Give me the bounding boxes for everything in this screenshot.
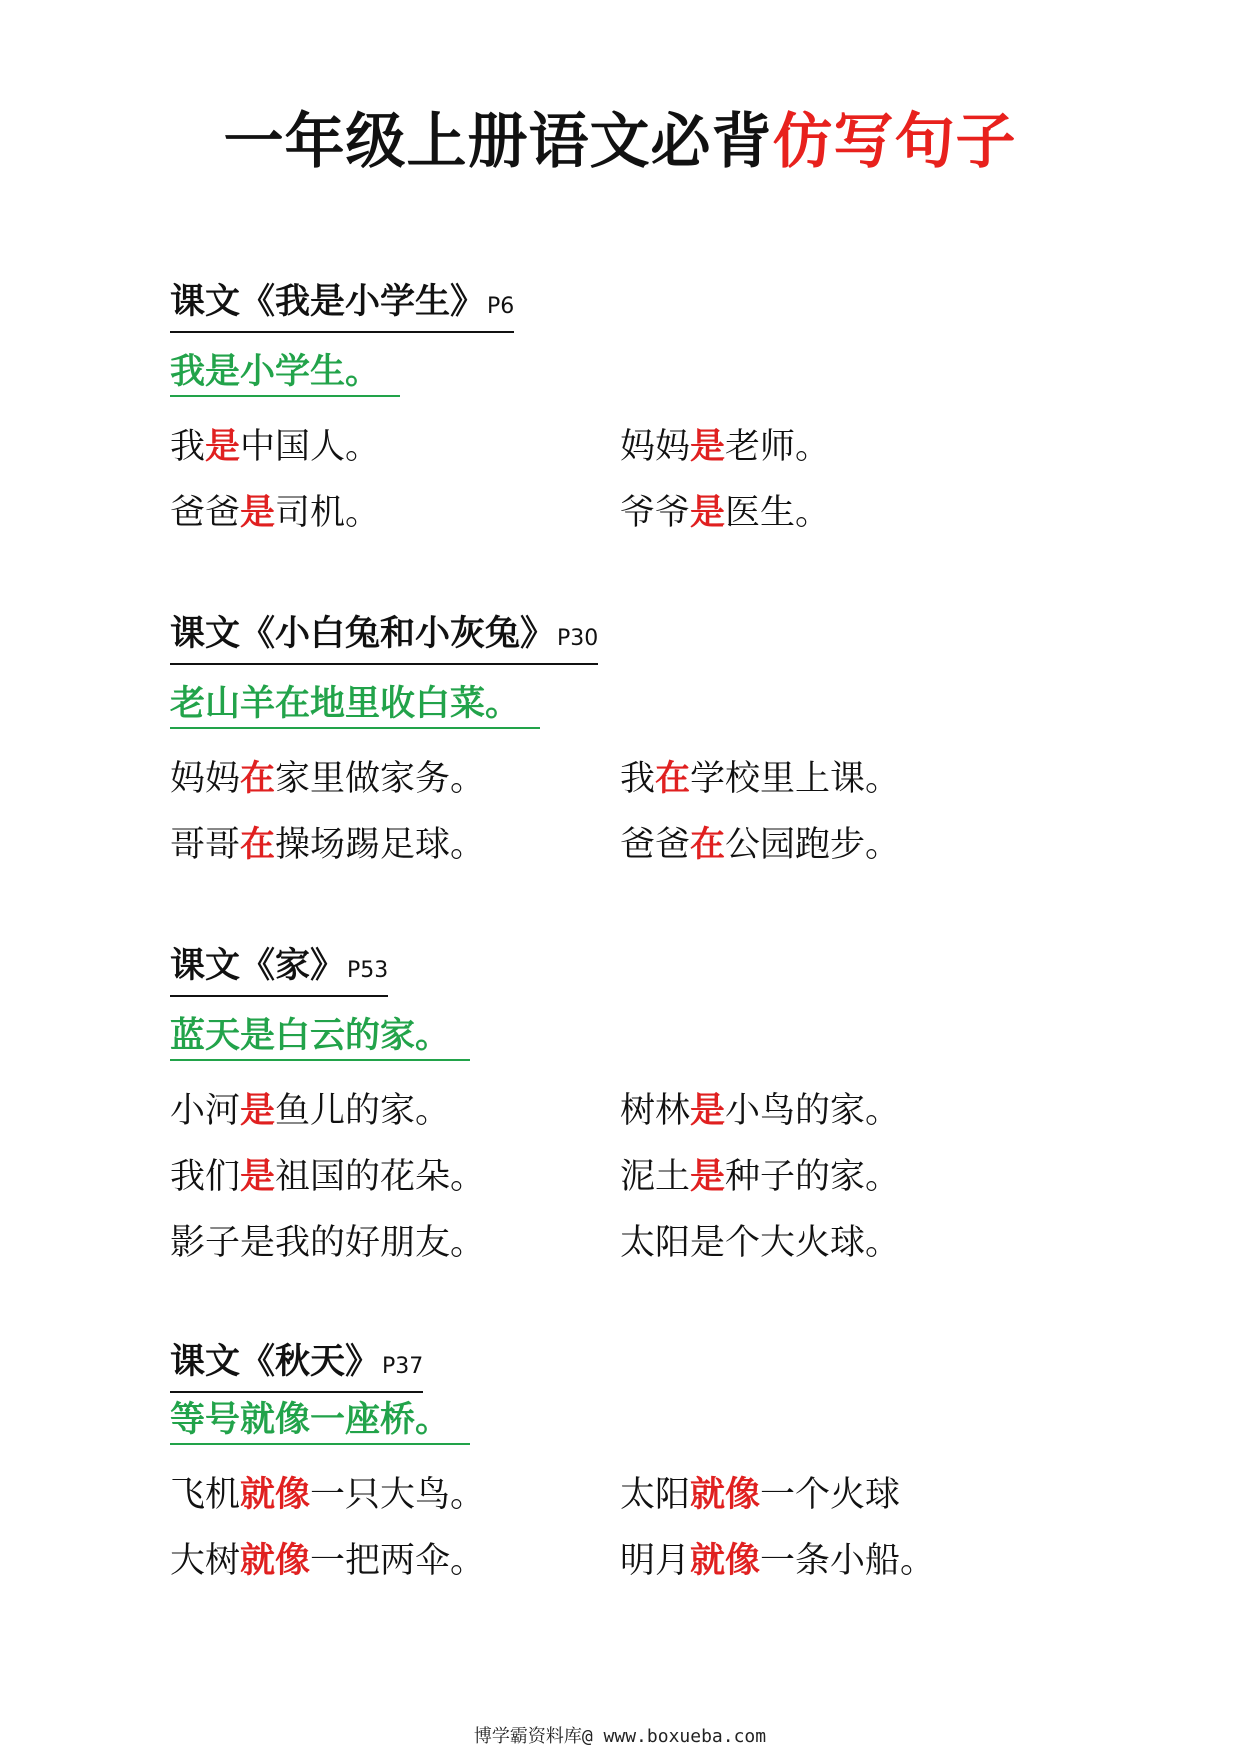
example-sentence: 大树就像一把两伞。 [170,1541,486,1581]
example-sentence: 妈妈是老师。 [620,427,831,467]
model-sentence: 我是小学生。 [170,349,400,397]
example-sentence: 小河是鱼儿的家。 [170,1091,451,1131]
example-sentence: 我们是祖国的花朵。 [170,1157,486,1197]
keyword: 是 [240,1091,276,1131]
example-row [170,477,1070,543]
title-main: 一年级上册语文必背 [223,107,773,177]
lesson-heading [170,612,598,665]
title-highlight: 仿写句子 [772,107,1017,177]
keyword: 在 [240,759,276,799]
section-qiutian [170,1340,1070,1591]
example-row [170,809,1070,875]
keyword: 在 [690,825,726,865]
keyword: 就像 [240,1541,311,1581]
footer-watermark: 博学霸资料库@ www.boxueba.com [473,1726,767,1747]
section-xiaobaitu [170,612,1070,875]
example-sentence: 明月就像一条小船。 [620,1541,936,1581]
model-sentence: 老山羊在地里收白菜。 [170,681,540,729]
example-row [170,743,1070,809]
keyword: 是 [690,427,726,467]
example-sentence: 爸爸在公园跑步。 [620,825,901,865]
example-row [170,1207,1070,1273]
keyword: 是 [690,1157,726,1197]
example-sentence: 太阳是个大火球。 [620,1223,901,1263]
example-rows [170,1459,1070,1591]
model-sentence: 蓝天是白云的家。 [170,1013,470,1061]
example-sentence: 泥土是种子的家。 [620,1157,901,1197]
keyword: 在 [655,759,691,799]
lesson-heading [170,944,388,997]
example-sentence: 我在学校里上课。 [620,759,901,799]
example-row [170,1459,1070,1525]
lesson-title: 课文《秋天》 [170,1342,381,1382]
keyword: 是 [690,1091,726,1131]
keyword: 是 [240,493,276,533]
lesson-heading [170,1340,423,1393]
lesson-title: 课文《小白兔和小灰兔》 [170,614,556,654]
example-sentence: 爸爸是司机。 [170,493,381,533]
page-ref: P6 [487,294,515,319]
keyword: 就像 [690,1541,761,1581]
example-sentence: 树林是小鸟的家。 [620,1091,901,1131]
example-row [170,1075,1070,1141]
example-row [170,411,1070,477]
keyword: 是 [240,1157,276,1197]
example-sentence: 我是中国人。 [170,427,381,467]
example-row [170,1141,1070,1207]
example-sentence: 哥哥在操场踢足球。 [170,825,486,865]
section-jia [170,944,1070,1273]
keyword: 是 [690,493,726,533]
page-ref: P30 [557,626,599,651]
keyword: 是 [205,427,241,467]
example-rows [170,743,1070,875]
example-sentence: 太阳就像一个火球 [620,1475,901,1515]
example-sentence: 爷爷是医生。 [620,493,831,533]
example-sentence: 飞机就像一只大鸟。 [170,1475,486,1515]
page-ref: P53 [347,958,389,983]
example-row [170,1525,1070,1591]
example-sentence: 妈妈在家里做家务。 [170,759,486,799]
example-sentence: 影子是我的好朋友。 [170,1223,486,1263]
model-sentence: 等号就像一座桥。 [170,1397,470,1445]
page-title [0,102,1240,182]
example-rows [170,1075,1070,1273]
lesson-title: 课文《我是小学生》 [170,282,486,322]
section-wo-shi-xiaoxuesheng [170,280,1070,543]
keyword: 在 [240,825,276,865]
example-rows [170,411,1070,543]
lesson-heading [170,280,514,333]
page-ref: P37 [382,1354,424,1379]
keyword: 就像 [690,1475,761,1515]
lesson-title: 课文《家》 [170,946,346,986]
keyword: 就像 [240,1475,311,1515]
